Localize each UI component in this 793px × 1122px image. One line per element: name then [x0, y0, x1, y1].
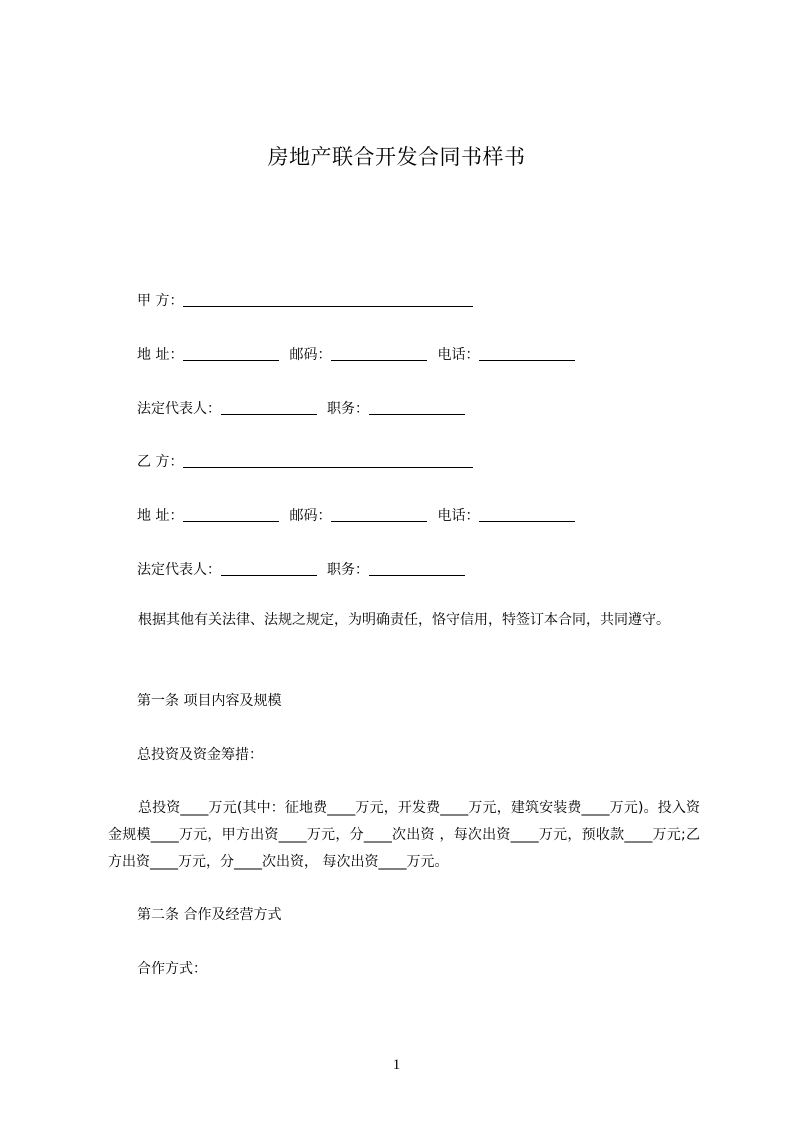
party-a-address-label: 地 址： — [137, 347, 184, 363]
party-b-phone-label: 电话： — [437, 508, 480, 524]
cooperation-heading: 合作方式： — [137, 961, 207, 977]
party-a-phone-blank — [479, 346, 575, 361]
party-a-postcode-blank — [331, 346, 427, 361]
party-b-rep-label: 法定代表人： — [137, 562, 221, 578]
party-b-rep-line — [137, 560, 465, 580]
party-a-line — [137, 291, 473, 311]
article2-heading: 第二条 合作及经营方式 — [137, 907, 282, 923]
party-b-position-label: 职务： — [327, 562, 369, 578]
party-b-label: 乙 方： — [137, 454, 184, 470]
investment-paragraph: 总投资____万元(其中：征地费____万元，开发费____万元，建筑安装费____万元)。投入资金规模____万元，甲方出资____万元，分____次出资 ，每次出资____万元，预收款____万元;乙方出资____万元，分____次出资， 每次出资____万元。 — [108, 800, 700, 870]
party-b-rep-blank — [221, 561, 317, 576]
party-b-line — [137, 452, 473, 472]
party-a-position-label: 职务： — [327, 401, 369, 417]
party-a-postcode-label: 邮码： — [289, 347, 332, 363]
party-a-rep-blank — [221, 400, 317, 415]
party-b-address-blank — [183, 507, 279, 522]
preamble-paragraph: 根据其他有关法律、法规之规定，为明确责任，恪守信用，特签订本合同，共同遵守。 — [138, 612, 670, 628]
party-b-phone-blank — [479, 507, 575, 522]
party-b-address-label: 地 址： — [137, 508, 184, 524]
party-b-postcode-blank — [331, 507, 427, 522]
investment-heading: 总投资及资金筹措： — [137, 747, 263, 763]
party-a-address-line — [137, 345, 575, 365]
party-a-name-blank — [183, 292, 473, 307]
document-title: 房地产联合开发合同书样书 — [267, 145, 526, 169]
party-b-postcode-label: 邮码： — [289, 508, 332, 524]
party-a-position-blank — [369, 400, 465, 415]
article1-heading: 第一条 项目内容及规模 — [137, 693, 282, 709]
party-a-phone-label: 电话： — [437, 347, 480, 363]
page-number: 1 — [392, 1057, 401, 1073]
party-b-position-blank — [369, 561, 465, 576]
party-a-address-blank — [183, 346, 279, 361]
party-b-address-line — [137, 506, 575, 526]
party-b-name-blank — [183, 453, 473, 468]
party-a-rep-line — [137, 399, 465, 419]
party-a-label: 甲 方： — [137, 293, 184, 309]
party-a-rep-label: 法定代表人： — [137, 401, 221, 417]
